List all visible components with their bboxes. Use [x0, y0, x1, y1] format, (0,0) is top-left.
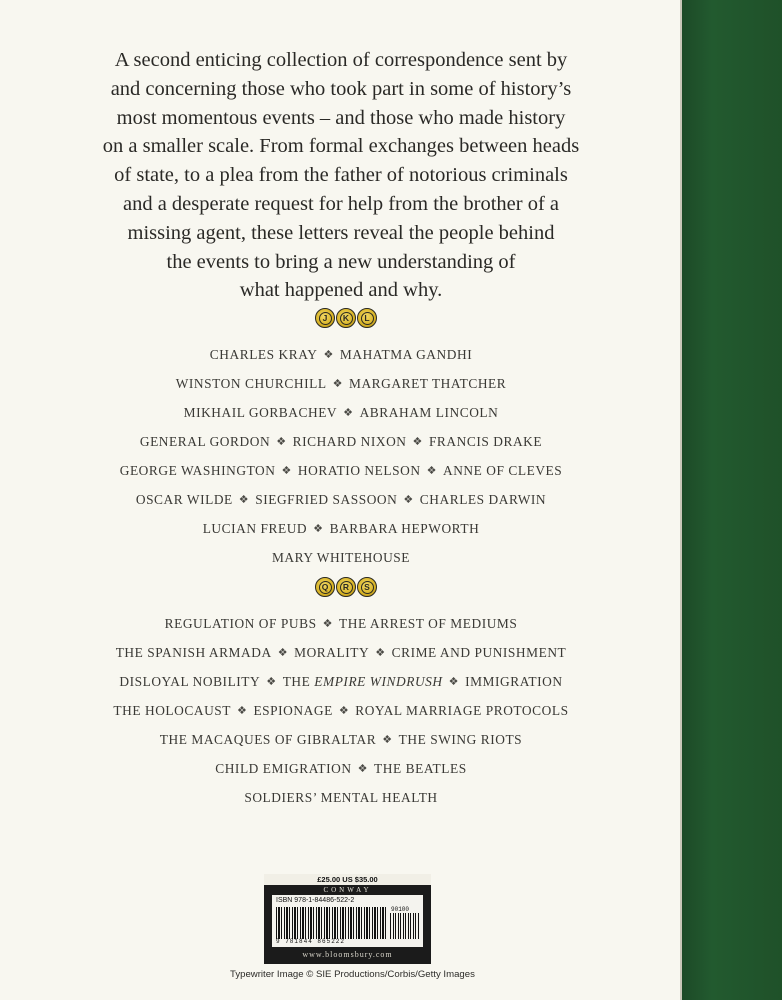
- topics-row: [40, 754, 642, 783]
- people-row: [40, 369, 642, 398]
- price-label: £25.00 US $35.00: [264, 874, 431, 885]
- person-name: LUCIAN FREUD: [202, 521, 308, 536]
- person-name: WINSTON CHURCHILL: [175, 376, 327, 391]
- topic-name: MORALITY: [294, 645, 370, 660]
- diamond-separator-icon: ❖: [266, 676, 277, 688]
- topic-name: ESPIONAGE: [253, 703, 333, 718]
- people-row: [40, 485, 642, 514]
- person-name: GENERAL GORDON: [139, 434, 271, 449]
- barcode-digits: 9 781844 865222: [276, 938, 346, 945]
- person-name: BARBARA HEPWORTH: [329, 521, 480, 536]
- person-name: MAHATMA GANDHI: [339, 347, 473, 362]
- diamond-separator-icon: ❖: [412, 436, 423, 448]
- topics-list: [40, 609, 642, 812]
- topic-name: REGULATION OF PUBS: [164, 616, 317, 631]
- publisher-website: www.bloomsbury.com: [302, 950, 393, 959]
- blurb-line: missing agent, these letters reveal the people behind: [127, 221, 555, 244]
- topics-row: [40, 609, 642, 638]
- blurb-line: of state, to a plea from the father of notorious criminals: [114, 164, 568, 187]
- person-name: ANNE OF CLEVES: [442, 463, 563, 478]
- diamond-separator-icon: ❖: [426, 465, 437, 477]
- topic-name: THE MACAQUES OF GIBRALTAR: [159, 732, 377, 747]
- person-name: RICHARD NIXON: [292, 434, 407, 449]
- diamond-separator-icon: ❖: [357, 763, 369, 775]
- topic-name: THE HOLOCAUST: [113, 703, 232, 718]
- typewriter-keys-jkl: [315, 308, 377, 330]
- isbn-panel: [272, 895, 423, 947]
- topic-name: THE EMPIRE WINDRUSH: [282, 674, 443, 689]
- barcode-addon-number: 90100: [391, 906, 410, 913]
- addon-barcode-icon: [390, 913, 420, 939]
- topics-row: [40, 783, 642, 812]
- topic-name: SOLDIERS’ MENTAL HEALTH: [244, 790, 438, 805]
- topic-name: THE ARREST OF MEDIUMS: [339, 616, 518, 631]
- people-row: [40, 398, 642, 427]
- topic-name: IMMIGRATION: [465, 674, 563, 689]
- diamond-separator-icon: ❖: [338, 705, 350, 717]
- person-name: MARGARET THATCHER: [348, 376, 507, 391]
- typewriter-key-icon: S: [357, 577, 377, 597]
- image-credit: Typewriter Image © SIE Productions/Corbis/Getty Images: [230, 969, 475, 980]
- barcode-icon: [276, 907, 386, 939]
- green-spine: [682, 0, 782, 1000]
- topics-row: [40, 638, 642, 667]
- person-name: GEORGE WASHINGTON: [119, 463, 276, 478]
- topic-name: THE SWING RIOTS: [398, 732, 523, 747]
- topic-name: DISLOYAL NOBILITY: [119, 674, 261, 689]
- isbn-number: ISBN 978-1-84486-522-2: [276, 897, 355, 904]
- blurb-paragraph: [70, 46, 612, 305]
- diamond-separator-icon: ❖: [237, 705, 248, 717]
- diamond-separator-icon: ❖: [277, 647, 289, 659]
- topics-row: [40, 667, 642, 696]
- person-name: ABRAHAM LINCOLN: [359, 405, 499, 420]
- barcode-block: [264, 874, 431, 964]
- typewriter-key-icon: L: [357, 308, 377, 328]
- publisher-name: CONWAY: [323, 886, 372, 894]
- topic-name: CHILD EMIGRATION: [215, 761, 352, 776]
- blurb-line: and a desperate request for help from the brother of a: [122, 192, 559, 215]
- blurb-line: on a smaller scale. From formal exchanges between heads: [102, 135, 580, 158]
- diamond-separator-icon: ❖: [276, 436, 287, 448]
- topic-name: THE SPANISH ARMADA: [115, 645, 272, 660]
- person-name: HORATIO NELSON: [297, 463, 421, 478]
- person-name: MARY WHITEHOUSE: [271, 550, 411, 565]
- typewriter-key-icon: J: [315, 308, 335, 328]
- typewriter-key-icon: R: [336, 577, 356, 597]
- diamond-separator-icon: ❖: [343, 407, 354, 419]
- people-row: [40, 543, 642, 572]
- diamond-separator-icon: ❖: [323, 349, 334, 361]
- blurb-line: the events to bring a new understanding of: [166, 250, 516, 273]
- topics-row: [40, 725, 642, 754]
- blurb-line: and concerning those who took part in some of history’s: [110, 77, 572, 100]
- people-row: [40, 456, 642, 485]
- diamond-separator-icon: ❖: [281, 465, 292, 477]
- diamond-separator-icon: ❖: [313, 523, 324, 535]
- blurb-line: what happened and why.: [239, 279, 443, 302]
- person-name: FRANCIS DRAKE: [428, 434, 543, 449]
- topics-row: [40, 696, 642, 725]
- people-row: [40, 427, 642, 456]
- topic-name: CRIME AND PUNISHMENT: [391, 645, 567, 660]
- blurb-line: most momentous events – and those who made history: [116, 106, 566, 129]
- diamond-separator-icon: ❖: [375, 647, 386, 659]
- people-list: [40, 340, 642, 572]
- typewriter-key-icon: K: [336, 308, 356, 328]
- typewriter-keys-qrs: [315, 577, 377, 599]
- person-name: SIEGFRIED SASSOON: [255, 492, 398, 507]
- diamond-separator-icon: ❖: [403, 494, 414, 506]
- diamond-separator-icon: ❖: [322, 618, 334, 630]
- person-name: MIKHAIL GORBACHEV: [183, 405, 338, 420]
- blurb-line: A second enticing collection of correspondence sent by: [114, 49, 568, 71]
- person-name: OSCAR WILDE: [135, 492, 233, 507]
- diamond-separator-icon: ❖: [382, 734, 393, 746]
- person-name: CHARLES KRAY: [209, 347, 318, 362]
- people-row: [40, 514, 642, 543]
- diamond-separator-icon: ❖: [332, 378, 343, 390]
- diamond-separator-icon: ❖: [238, 494, 250, 506]
- topic-name: THE BEATLES: [374, 761, 467, 776]
- person-name: CHARLES DARWIN: [419, 492, 547, 507]
- people-row: [40, 340, 642, 369]
- typewriter-key-icon: Q: [315, 577, 335, 597]
- topic-name: ROYAL MARRIAGE PROTOCOLS: [355, 703, 569, 718]
- diamond-separator-icon: ❖: [448, 676, 460, 688]
